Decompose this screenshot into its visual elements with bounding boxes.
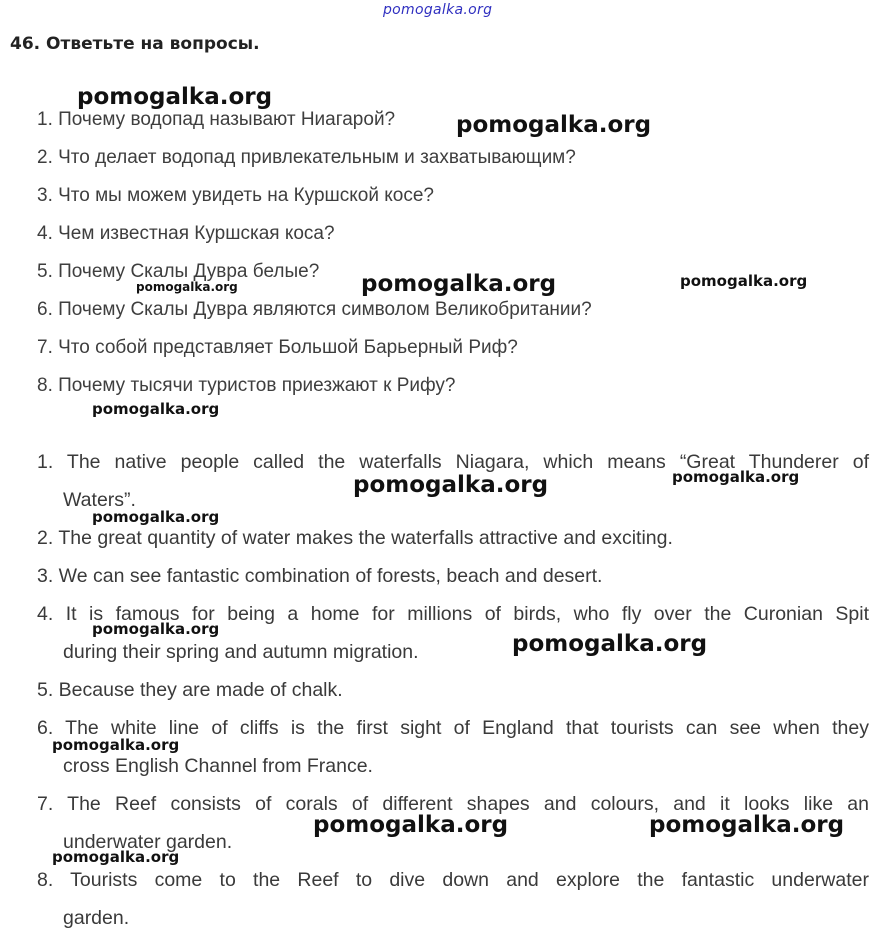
question-7: 7. Что собой представляет Большой Барьерный Риф?: [37, 337, 518, 358]
watermark: pomogalka.org: [52, 848, 180, 866]
watermark: pomogalka.org: [52, 736, 180, 754]
question-2: 2. Что делает водопад привлекательным и захватывающим?: [37, 147, 576, 168]
answer-6-line-1: 6. The white line of cliffs is the first sight of England that tourists can see when they: [37, 717, 869, 739]
site-url-top: pomogalka.org: [383, 2, 493, 18]
question-4: 4. Чем известная Куршская коса?: [37, 223, 335, 244]
answer-4-line-2: during their spring and autumn migration.: [63, 641, 419, 663]
answer-1-line-2: Waters”.: [63, 489, 136, 511]
answer-2: 2. The great quantity of water makes the waterfalls attractive and exciting.: [37, 527, 673, 549]
watermark: pomogalka.org: [649, 812, 845, 838]
watermark: pomogalka.org: [361, 271, 557, 297]
watermark: pomogalka.org: [92, 400, 220, 418]
watermark: pomogalka.org: [136, 280, 238, 294]
answer-3: 3. We can see fantastic combination of forests, beach and desert.: [37, 565, 603, 587]
question-6: 6. Почему Скалы Дувра являются символом Великобритании?: [37, 299, 592, 320]
watermark: pomogalka.org: [353, 472, 549, 498]
watermark: pomogalka.org: [313, 812, 509, 838]
answer-4-line-1: 4. It is famous for being a home for millions of birds, who fly over the Curonian Spit: [37, 603, 869, 625]
question-5: 5. Почему Скалы Дувра белые?: [37, 261, 320, 282]
answer-6-line-2: cross English Channel from France.: [63, 755, 373, 777]
answer-7-line-2: underwater garden.: [63, 831, 233, 853]
question-1: 1. Почему водопад называют Ниагарой?: [37, 109, 396, 130]
answer-7-line-1: 7. The Reef consists of corals of different shapes and colours, and it looks like an: [37, 793, 869, 815]
watermark: pomogalka.org: [680, 272, 808, 290]
question-8: 8. Почему тысячи туристов приезжают к Рифу?: [37, 375, 456, 396]
watermark: pomogalka.org: [92, 508, 220, 526]
watermark: pomogalka.org: [456, 112, 652, 138]
answer-5: 5. Because they are made of chalk.: [37, 679, 343, 701]
watermark: pomogalka.org: [672, 468, 800, 486]
question-3: 3. Что мы можем увидеть на Куршской косе?: [37, 185, 434, 206]
answer-8-line-1: 8. Tourists come to the Reef to dive down and explore the fantastic underwater: [37, 869, 869, 891]
answer-1-line-1: 1. The native people called the waterfalls Niagara, which means “Great Thunderer of: [37, 451, 869, 473]
watermark: pomogalka.org: [92, 620, 220, 638]
exercise-heading: 46. Ответьте на вопросы.: [10, 34, 260, 54]
answer-8-line-2: garden.: [63, 907, 130, 929]
watermark: pomogalka.org: [77, 84, 273, 110]
watermark: pomogalka.org: [512, 631, 708, 657]
